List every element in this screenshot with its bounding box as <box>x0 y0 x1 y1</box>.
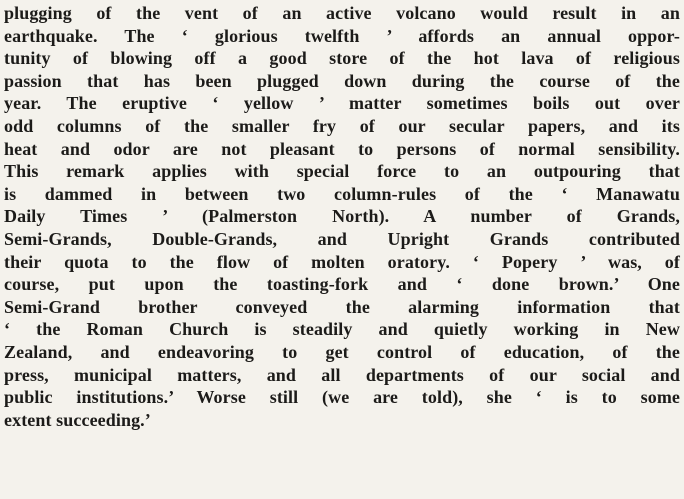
text-line: earthquake. The ‘ glorious twelfth ’ affords an annual oppor- <box>4 25 680 46</box>
text-line: tunity of blowing off a good store of the hot lava of religious <box>4 48 680 69</box>
text-line: their quota to the flow of molten oratory. ‘ Popery ’ was, of <box>4 251 680 272</box>
text-line: public institutions.’ Worse still (we are told), she ‘ is to some <box>4 387 680 408</box>
text-line: odd columns of the smaller fry of our secular papers, and its <box>4 115 680 136</box>
text-line: heat and odor are not pleasant to persons of normal sensibility. <box>4 138 680 159</box>
text-line: Zealand, and endeavoring to get control of education, of the <box>4 341 680 362</box>
text-line: Semi-Grands, Double-Grands, and Upright Grands contributed <box>4 228 680 249</box>
document-page <box>4 2 680 499</box>
text-line: is dammed in between two column-rules of the ‘ Manawatu <box>4 183 680 204</box>
text-line: Daily Times ’ (Palmerston North). A number of Grands, <box>4 206 680 227</box>
text-line: press, municipal matters, and all departments of our social and <box>4 364 680 385</box>
text-line: passion that has been plugged down during the course of the <box>4 70 680 91</box>
text-line: extent succeeding.’ <box>4 409 151 430</box>
text-line: Semi-Grand brother conveyed the alarming information that <box>4 296 680 317</box>
text-line: plugging of the vent of an active volcano would result in an <box>4 3 680 23</box>
text-line: This remark applies with special force to an outpouring that <box>4 161 680 182</box>
text-line: ‘ the Roman Church is steadily and quietly working in New <box>4 319 680 340</box>
text-line: course, put upon the toasting-fork and ‘ done brown.’ One <box>4 274 680 295</box>
text-line: year. The eruptive ‘ yellow ’ matter sometimes boils out over <box>4 93 680 114</box>
